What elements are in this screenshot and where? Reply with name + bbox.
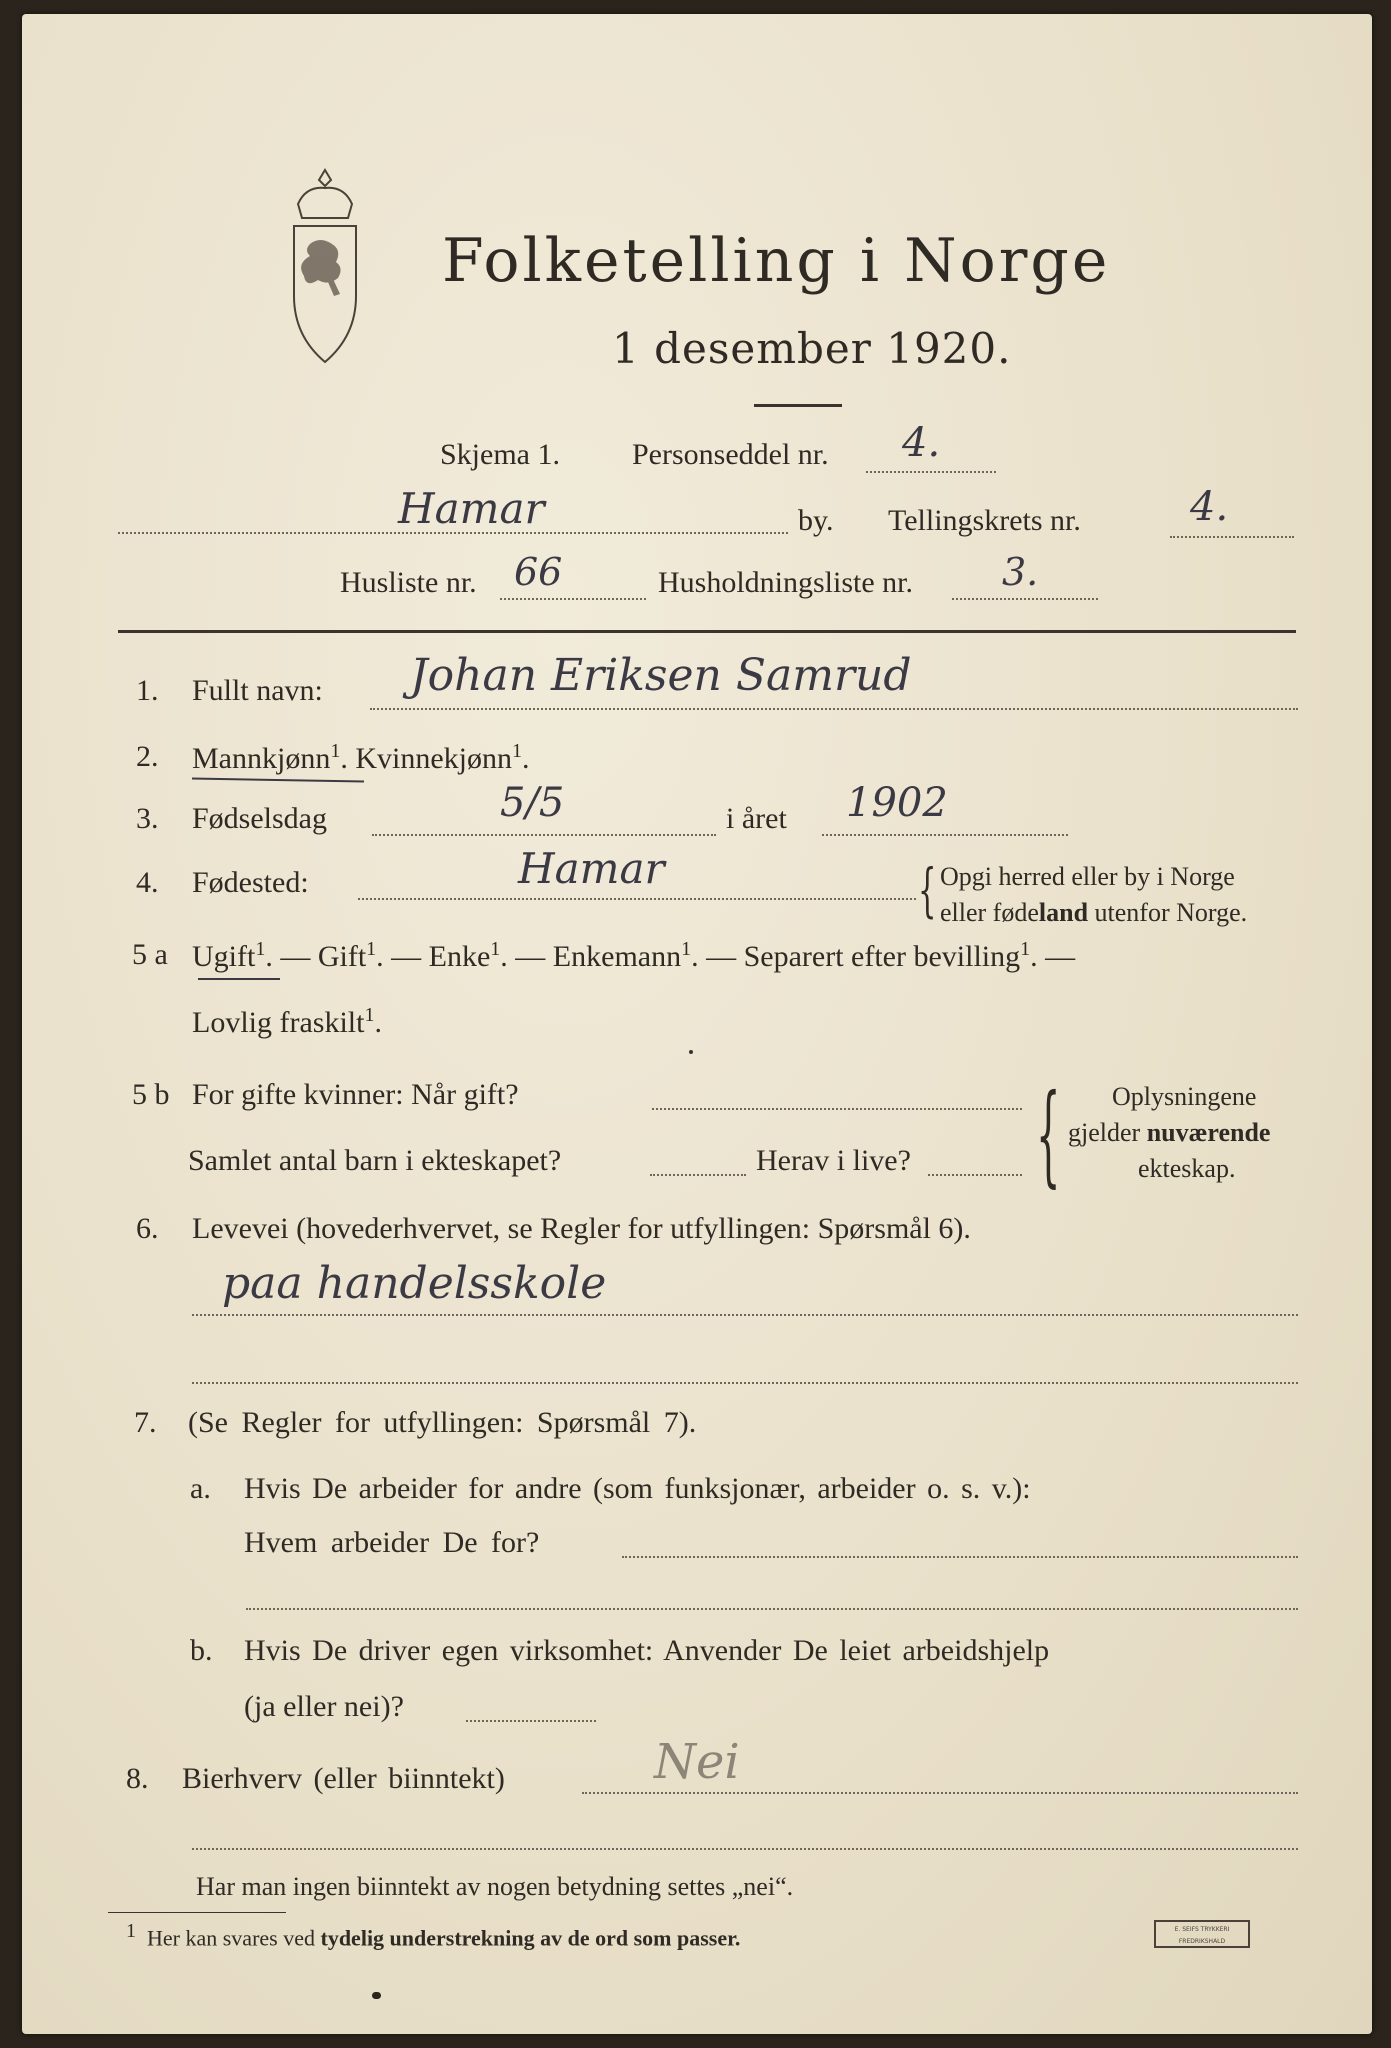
q7-label: (Se Regler for utfyllingen: Spørsmål 7). (188, 1406, 697, 1439)
schema-label: Skjema 1. (440, 438, 560, 471)
husliste-label: Husliste nr. (340, 566, 477, 599)
q2-male-option[interactable]: Mannkjønn (192, 742, 331, 775)
personseddel-line (866, 471, 996, 473)
q7a-line-2 (246, 1608, 1298, 1610)
coat-of-arms-icon (280, 164, 370, 374)
tellingskrets-label: Tellingskrets nr. (888, 504, 1081, 537)
q5b-number: 5 b (132, 1078, 170, 1111)
q8-number: 8. (126, 1762, 149, 1795)
form-date: 1 desember 1920. (612, 324, 1012, 373)
footnote-rule (108, 1912, 286, 1913)
q6-line-2 (192, 1382, 1298, 1384)
q7b-label: Hvis De driver egen virksomhet: Anvender De leiet arbeidshjelp (244, 1634, 1050, 1667)
q5b-note-3: ekteskap. (1138, 1154, 1236, 1183)
by-label: by. (798, 504, 834, 537)
q5a-number: 5 a (132, 938, 168, 971)
q2-female-option[interactable]: Kvinnekjønn (355, 742, 512, 775)
header-rule (118, 630, 1296, 633)
q5a-separert[interactable]: Separert efter bevilling (743, 940, 1021, 973)
census-form (22, 14, 1372, 2034)
q5a-ugift-underline (198, 978, 280, 980)
husliste-line (500, 598, 646, 600)
q5b-alive-label: Herav i live? (756, 1144, 911, 1177)
q5a-ugift[interactable]: Ugift (192, 940, 256, 973)
q5a-gift[interactable]: Gift (317, 940, 367, 973)
q7a-who-label: Hvem arbeider De for? (244, 1526, 540, 1559)
q8-line-2 (192, 1848, 1298, 1850)
tellingskrets-value[interactable]: 4. (1190, 484, 1229, 530)
q4-number: 4. (136, 866, 159, 899)
q5b-married-line (652, 1108, 1022, 1110)
q4-label: Fødested: (192, 866, 309, 899)
husholdning-line (952, 598, 1098, 600)
q3-day-line (372, 834, 716, 836)
by-value[interactable]: Hamar (398, 484, 545, 533)
ink-speck (689, 1050, 693, 1054)
q6-occupation[interactable]: paa handelsskole (222, 1258, 607, 1309)
footnote: $^1$ Her kan svares ved tydelig understrekning av de ord som passer. (126, 1920, 741, 1951)
q5b-children-label: Samlet antal barn i ekteskapet? (188, 1144, 562, 1177)
q4-note-1: Opgi herred eller by i Norge (940, 862, 1235, 891)
footer-note: Har man ingen biinntekt av nogen betydning settes „nei“. (196, 1872, 794, 1901)
q3-number: 3. (136, 802, 159, 835)
q3-year-line (822, 834, 1068, 836)
q8-label: Bierhverv (eller biinntekt) (182, 1762, 505, 1795)
q7-number: 7. (134, 1406, 157, 1439)
q5a-enke[interactable]: Enke (428, 940, 491, 973)
q7b-line (466, 1720, 596, 1722)
q1-number: 1. (136, 674, 159, 707)
q8-secondary-income[interactable]: Nei (654, 1734, 740, 1790)
q3-label: Fødselsdag (192, 802, 327, 835)
ink-speck (372, 1992, 381, 1999)
q5a-fraskilt: Lovlig fraskilt$^1$. (192, 1004, 382, 1039)
q1-label: Fullt navn: (192, 674, 323, 707)
q5b-note-1: Oplysningene (1112, 1082, 1257, 1111)
q5b-label: For gifte kvinner: Når gift? (192, 1078, 519, 1111)
q8-line-1 (582, 1792, 1298, 1794)
personseddel-value[interactable]: 4. (902, 420, 941, 466)
q5b-alive-line (928, 1174, 1022, 1176)
q2-male-underline (192, 777, 364, 782)
q1-line (370, 708, 1298, 710)
q7b-yes-no-label: (ja eller nei)? (244, 1690, 404, 1723)
q3-birth-year[interactable]: 1902 (846, 780, 948, 826)
printer-stamp: E. SEIFS TRYKKERI FREDRIKSHALD (1154, 1920, 1250, 1948)
q7a-line-1 (622, 1556, 1298, 1558)
q2-number: 2. (136, 740, 159, 773)
tellingskrets-line (1170, 536, 1294, 538)
q4-brace: { (918, 856, 937, 924)
q5b-note-2: gjelder nuværende (1068, 1118, 1271, 1147)
q3-birth-date[interactable]: 5/5 (500, 780, 565, 826)
personseddel-label: Personseddel nr. (632, 438, 829, 471)
husholdning-value[interactable]: 3. (1002, 550, 1039, 594)
q4-note-2: eller fødeland utenfor Norge. (940, 898, 1248, 927)
title-divider (754, 404, 842, 407)
q5b-brace: { (1036, 1070, 1061, 1198)
q5a-options: Ugift$^1$. — Gift$^1$. — Enke$^1$. — Enkemann$^1$. — Separert efter bevilling$^1$. — (192, 938, 1076, 973)
q7a-number: a. (190, 1472, 211, 1505)
q5b-children-line (650, 1174, 746, 1176)
q5a-enkemann[interactable]: Enkemann (552, 940, 682, 973)
q6-number: 6. (136, 1212, 159, 1245)
q6-line-1 (192, 1314, 1298, 1316)
q3-year-label: i året (726, 802, 787, 835)
q4-birthplace[interactable]: Hamar (518, 844, 665, 893)
q7a-label: Hvis De arbeider for andre (som funksjonær, arbeider o. s. v.): (244, 1472, 1031, 1505)
q1-full-name[interactable]: Johan Eriksen Samrud (410, 650, 912, 701)
q4-line (358, 898, 916, 900)
q2-options: Mannkjønn$^1$. Kvinnekjønn$^1$. (192, 740, 530, 775)
q6-label: Levevei (hovederhvervet, se Regler for utfyllingen: Spørsmål 6). (192, 1212, 971, 1245)
q7b-number: b. (190, 1634, 213, 1667)
husholdning-label: Husholdningsliste nr. (658, 566, 914, 599)
husliste-value[interactable]: 66 (514, 550, 563, 594)
form-title: Folketelling i Norge (442, 226, 1111, 296)
